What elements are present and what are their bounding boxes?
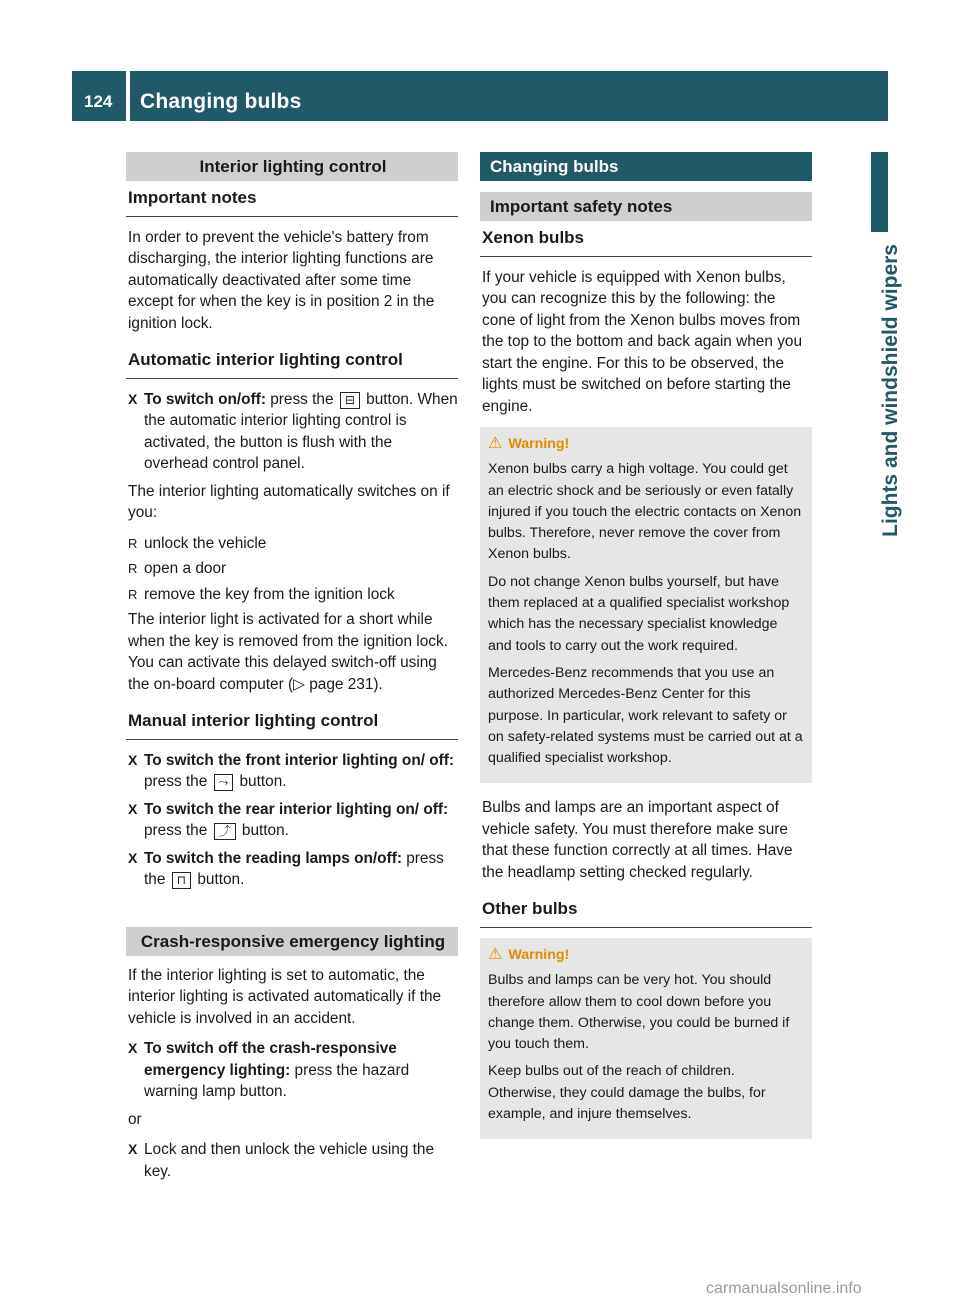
- step-text: button.: [193, 871, 245, 888]
- step-text: button.: [235, 773, 287, 790]
- step-text: press the: [144, 773, 212, 790]
- reading-lamp-button-icon: ⊓: [172, 872, 191, 889]
- section-heading-crash-lighting: Crash-responsive emergency lighting: [126, 927, 458, 956]
- list-item: R remove the key from the ignition lock: [128, 584, 458, 606]
- section-heading-safety-notes: Important safety notes: [480, 192, 812, 221]
- section-heading-interior-lighting: Interior lighting control: [126, 152, 458, 181]
- step-label: To switch off the crash-responsive emergency lighting:: [144, 1040, 397, 1079]
- step-text: press the: [144, 849, 444, 888]
- subheading-other-bulbs: Other bulbs: [480, 892, 812, 928]
- step-label: To switch the front interior lighting on/ off:: [144, 751, 455, 769]
- auto-lighting-text: The interior lighting automatically switches on if you:: [128, 482, 450, 521]
- step-label: To switch the rear interior lighting on/ off:: [144, 800, 449, 818]
- step-text: press the: [144, 822, 212, 839]
- list-item: R open a door: [128, 558, 458, 580]
- right-column: [480, 152, 812, 1153]
- step-label: To switch on/off:: [144, 390, 266, 408]
- rear-light-button-icon: ⤴: [214, 823, 236, 840]
- warning-title: [488, 944, 804, 966]
- left-column: [126, 152, 458, 1188]
- warning-box-xenon: [480, 427, 812, 783]
- warning-paragraph: Keep bulbs out of the reach of children. Otherwise, they could damage the bulbs, for example, and injure themselves.: [488, 1063, 766, 1123]
- warning-paragraph: Xenon bulbs carry a high voltage. You could get an electric shock and be seriously or even fatally injured if you touch the electric contacts on Xenon bulbs. Therefore, never remove the cover from Xenon bulbs.: [488, 461, 802, 563]
- subheading-automatic-lighting: Automatic interior lighting control: [126, 343, 458, 379]
- side-tab-label: Lights and windshield wipers: [879, 244, 902, 537]
- step-crash-switch-off: [128, 1038, 458, 1103]
- warning-paragraph: Bulbs and lamps can be very hot. You should therefore allow them to cool down before you change them. Otherwise, you could be burned if you touch them.: [488, 972, 790, 1053]
- list-item: R unlock the vehicle: [128, 533, 458, 555]
- section-heading-changing-bulbs: Changing bulbs: [480, 152, 812, 181]
- bulbs-safety-text: Bulbs and lamps are an important aspect of vehicle safety. You must therefore make sure that these function correctly at all times. Have the headlamp setting checked regularly.: [482, 799, 793, 881]
- warning-title: [488, 433, 804, 455]
- step-reading-lamps: [128, 848, 458, 891]
- auto-lighting-text-2: The interior light is activated for a short while when the key is removed from the ignition lock. You can activate this delayed switch-off using the on-board computer (▷ page 231).: [128, 611, 448, 693]
- or-text: or: [128, 1110, 142, 1128]
- step-auto-switch: [128, 389, 458, 475]
- warning-title-text: Warning!: [508, 946, 570, 963]
- watermark: carmanualsonline.info: [706, 1280, 862, 1297]
- step-text: button.: [237, 822, 289, 839]
- important-notes-text: In order to prevent the vehicle's battery from discharging, the interior lighting functions are automatically deactivated after some time except for when the key is in position 2 in the ignition lock.: [128, 228, 435, 332]
- page-number: 124: [84, 92, 113, 111]
- subheading-xenon-bulbs: Xenon bulbs: [480, 221, 812, 257]
- step-label: To switch the reading lamps on/off:: [144, 849, 402, 867]
- step-lock-unlock: X Lock and then unlock the vehicle using the key.: [128, 1139, 458, 1182]
- auto-lighting-button-icon: ⊟: [340, 392, 360, 409]
- warning-triangle-icon: ⚠: [488, 945, 503, 963]
- page-title: Changing bulbs: [140, 90, 302, 113]
- warning-paragraph: Mercedes-Benz recommends that you use an authorized Mercedes-Benz Center for this purpose. In particular, work relevant to safety or on safety-related systems must be carried out at a qualified specialist workshop.: [488, 664, 803, 767]
- crash-lighting-text: If the interior lighting is set to automatic, the interior lighting is activated automatically if the vehicle is involved in an accident.: [128, 966, 442, 1027]
- step-front-lighting: [128, 750, 458, 793]
- subheading-manual-lighting: Manual interior lighting control: [126, 704, 458, 740]
- warning-box-other-bulbs: [480, 938, 812, 1139]
- header-divider: [126, 71, 130, 121]
- front-light-button-icon: ⤳: [214, 774, 234, 791]
- xenon-text: If your vehicle is equipped with Xenon bulbs, you can recognize this by the following: the cone of light from the Xenon bulbs moves from the top to the bottom and back again when you start the engine. For this to be observed, the lights must be switched on before starting the engine.: [482, 268, 803, 415]
- subheading-important-notes: Important notes: [126, 181, 458, 217]
- warning-triangle-icon: ⚠: [488, 435, 503, 452]
- warning-paragraph: Do not change Xenon bulbs yourself, but have them replaced at a qualified specialist workshop which has the necessary specialist knowledge and tools to carry out the work required.: [488, 573, 790, 654]
- warning-title-text: Warning!: [508, 436, 570, 452]
- step-rear-lighting: [128, 799, 458, 842]
- step-text: press the: [265, 390, 338, 408]
- side-tab-marker: [871, 152, 888, 232]
- step-text: button. When the automatic interior lighting control is activated, the button is flush with the overhead control panel.: [144, 390, 458, 472]
- step-text: press the hazard warning lamp button.: [144, 1061, 410, 1100]
